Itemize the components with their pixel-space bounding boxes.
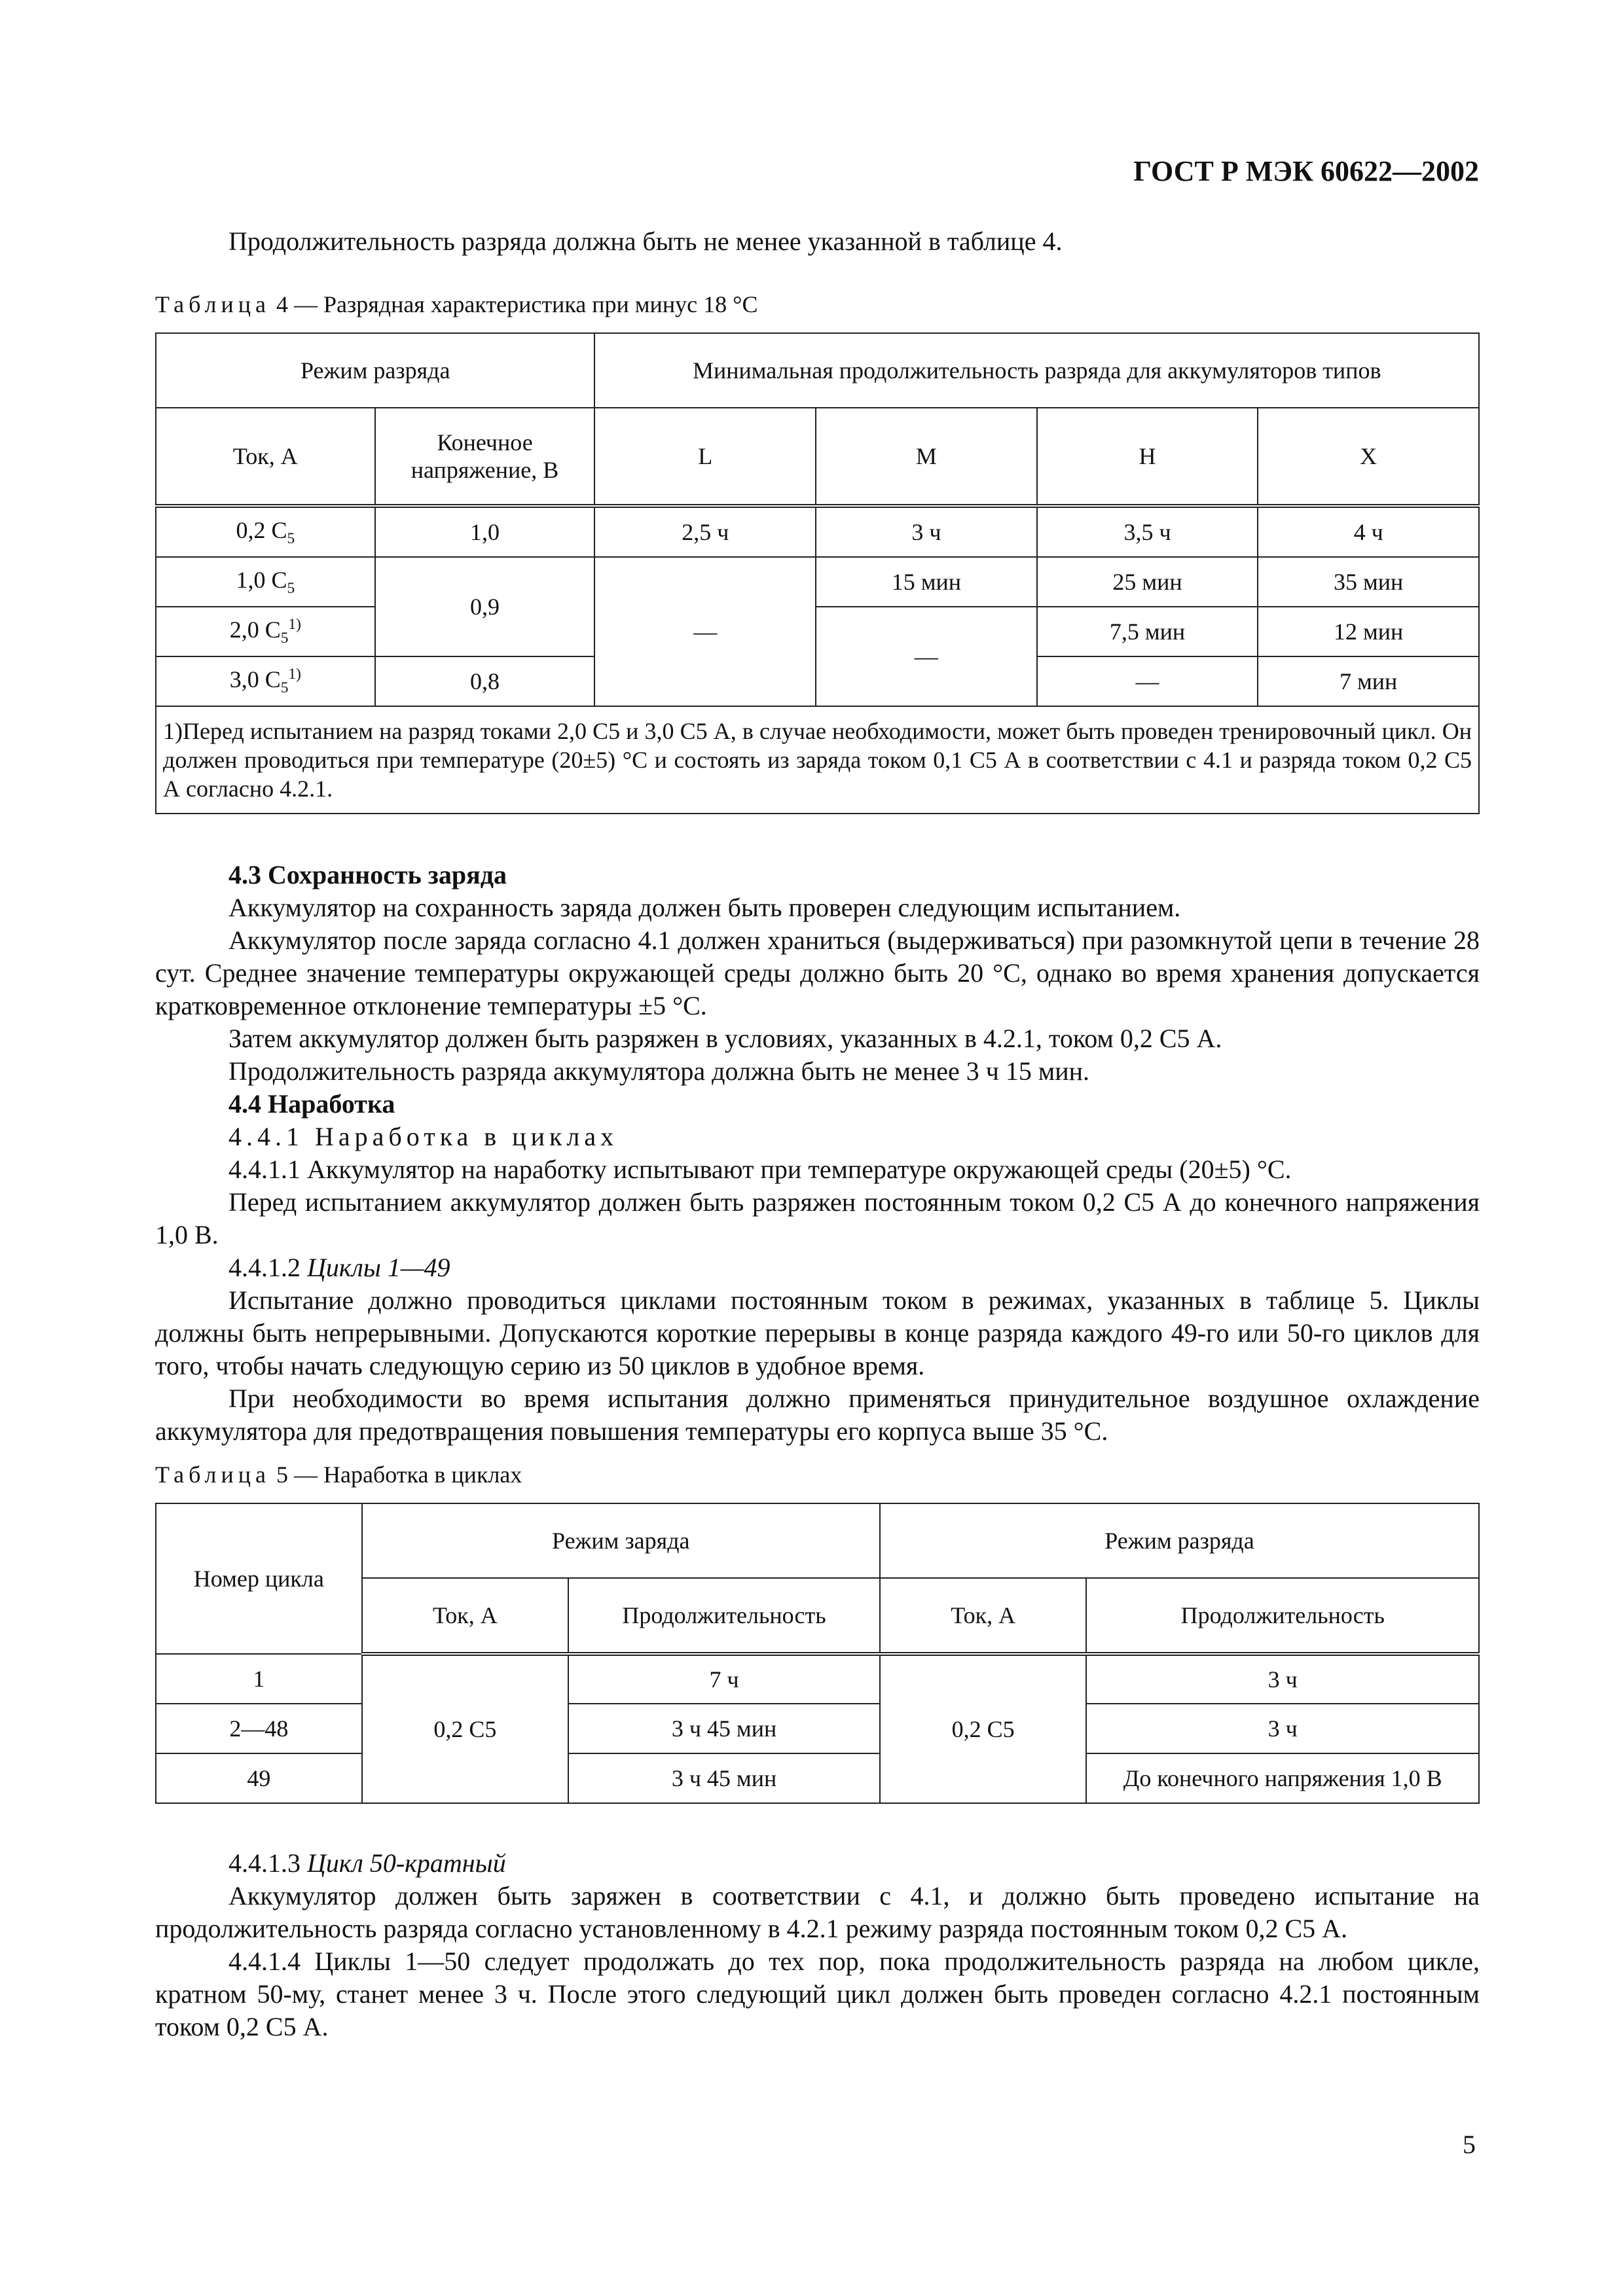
- section-4-4-1-3-title: 4.4.1.3 Цикл 50-кратный: [228, 1848, 506, 1878]
- section-4-4-1-2-title: 4.4.1.2 Циклы 1—49: [228, 1253, 450, 1282]
- table4-r4-x: 7 мин: [1258, 656, 1479, 706]
- table5-r2-charge-duration: 3 ч 45 мин: [568, 1704, 880, 1753]
- table4-r234-l: —: [594, 557, 816, 706]
- table4-caption-word: Таблица: [155, 291, 270, 317]
- section-4-4-1-title: 4.4.1 Наработка в циклах: [228, 1122, 619, 1151]
- section-4-3-p1: Аккумулятор на сохранность заряда должен быть проверен следующим испытанием.: [228, 893, 1181, 922]
- section-4-3-title: 4.3 Сохранность заряда: [228, 860, 507, 889]
- table5-r1-cycle: 1: [156, 1654, 362, 1704]
- table4-r3-x: 12 мин: [1258, 607, 1479, 656]
- table4-r1-x: 4 ч: [1258, 506, 1479, 557]
- table5-caption-text: 5 — Наработка в циклах: [276, 1462, 522, 1488]
- table4-r1-h: 3,5 ч: [1037, 506, 1258, 557]
- section-4-4-1-1: 4.4.1.1 Аккумулятор на наработку испытывают при температуре окружающей среды (20±5) °С.: [228, 1155, 1292, 1184]
- table4-r2-x: 35 мин: [1258, 557, 1479, 607]
- table4-r4-h: —: [1037, 656, 1258, 706]
- section-4-4-1-4: 4.4.1.4 Циклы 1—50 следует продолжать до тех пор, пока продолжительность разряда на любом цикле, кратном 50-му, станет менее 3 ч. После этого следующий цикл должен быть проведен согласно 4.2.1 постоянным током 0,2 C5 А.: [155, 1946, 1480, 2041]
- table5-header-discharge-current: Ток, А: [880, 1578, 1087, 1654]
- table4-r34-m: —: [816, 607, 1037, 706]
- table4-header-voltage: Конечное напряжение, В: [375, 408, 595, 506]
- document-header: ГОСТ Р МЭК 60622—2002: [1133, 155, 1479, 187]
- table4-r2-h: 25 мин: [1037, 557, 1258, 607]
- section-4-4-1-3: [155, 1847, 1480, 2043]
- table4-caption: [155, 291, 757, 318]
- table5-header-discharge: Режим разряда: [880, 1503, 1479, 1578]
- section-4-4-title: 4.4 Наработка: [228, 1089, 395, 1119]
- table4-header-current: Ток, А: [156, 408, 375, 506]
- table5-r3-cycle: 49: [156, 1753, 362, 1803]
- table4-footnote: 1)Перед испытанием на разряд токами 2,0 C5 и 3,0 C5 А, в случае необходимости, может быть проведен тренировочный цикл. Он должен проводиться при температуре (20±5) °С и состоять из заряда током 0,1 C5 А в соответствии с 4.1 и разряда током 0,2 C5 А согласно 4.2.1.: [156, 706, 1479, 814]
- table-5: [155, 1503, 1480, 1804]
- table5-r2-cycle: 2—48: [156, 1704, 362, 1753]
- table4-r1-l: 2,5 ч: [594, 506, 816, 557]
- section-4-3-p3: Затем аккумулятор должен быть разряжен в условиях, указанных в 4.2.1, током 0,2 C5 А.: [228, 1024, 1222, 1053]
- section-4-3-p2: Аккумулятор после заряда согласно 4.1 должен храниться (выдерживаться) при разомкнутой цепи в течение 28 сут. Среднее значение температуры окружающей среды должно быть 20 °С, однако во время хранения допускается кратковременное отклонение температуры ±5 °С.: [155, 925, 1480, 1020]
- section-4-4-1-3-p: Аккумулятор должен быть заряжен в соответствии с 4.1, и должно быть проведено испытание на продолжительность разряда согласно установленному в 4.2.1 режиму разряда постоянным током 0,2 C5 А.: [155, 1881, 1480, 1943]
- table4-type-h: H: [1037, 408, 1258, 506]
- table4-r1-m: 3 ч: [816, 506, 1037, 557]
- table5-r2-discharge-duration: 3 ч: [1086, 1704, 1479, 1753]
- table4-type-l: L: [594, 408, 816, 506]
- table5-caption: [155, 1461, 522, 1488]
- table5-discharge-current: 0,2 C5: [880, 1654, 1087, 1803]
- table4-caption-text: 4 — Разрядная характеристика при минус 18 °С: [276, 291, 758, 317]
- table4-header-min-duration: Минимальная продолжительность разряда для аккумуляторов типов: [594, 333, 1479, 408]
- intro-paragraph: Продолжительность разряда должна быть не менее указанной в таблице 4.: [228, 226, 1063, 256]
- table5-charge-current: 0,2 C5: [362, 1654, 569, 1803]
- table5-header-discharge-duration: Продолжительность: [1086, 1578, 1479, 1654]
- section-4-4-1-2-p1: Испытание должно проводиться циклами постоянным током в режимах, указанных в таблице 5. Циклы должны быть непрерывными. Допускаются короткие перерывы в конце разряда каждого 49-го или 50-го циклов для того, чтобы начать следующую серию из 50 циклов в удобное время.: [155, 1285, 1480, 1380]
- table4-r4-voltage: 0,8: [375, 656, 595, 706]
- table5-header-charge: Режим заряда: [362, 1503, 880, 1578]
- table4-header-mode: Режим разряда: [156, 333, 594, 408]
- table5-r1-discharge-duration: 3 ч: [1086, 1654, 1479, 1704]
- section-4-3: [155, 859, 1480, 1448]
- table4-type-m: M: [816, 408, 1037, 506]
- table5-caption-word: Таблица: [155, 1462, 270, 1488]
- table4-type-x: X: [1258, 408, 1479, 506]
- table5-header-cycle: Номер цикла: [156, 1503, 362, 1654]
- table4-r2-m: 15 мин: [816, 557, 1037, 607]
- table4-r4-current: 3,0 $C_5^{1)}$: [156, 656, 375, 706]
- table4-r3-h: 7,5 мин: [1037, 607, 1258, 656]
- page-number: 5: [1463, 2130, 1476, 2159]
- section-4-3-p4: Продолжительность разряда аккумулятора должна быть не менее 3 ч 15 мин.: [228, 1056, 1089, 1086]
- table4-r3-current: 2,0 $C_5^{1)}$: [156, 607, 375, 656]
- table4-r1-current: 0,2 $C_5$: [156, 506, 375, 557]
- table5-header-charge-duration: Продолжительность: [568, 1578, 880, 1654]
- table5-r1-charge-duration: 7 ч: [568, 1654, 880, 1704]
- table4-r2-current: 1,0 $C_5$: [156, 557, 375, 607]
- table4-r23-voltage: 0,9: [375, 557, 595, 656]
- table4-r1-voltage: 1,0: [375, 506, 595, 557]
- table5-header-charge-current: Ток, А: [362, 1578, 569, 1654]
- section-4-4-1-1-b: Перед испытанием аккумулятор должен быть разряжен постоянным током 0,2 C5 А до конечного напряжения 1,0 В.: [155, 1187, 1480, 1249]
- section-4-4-1-2-p2: При необходимости во время испытания должно применяться принудительное воздушное охлаждение аккумулятора для предотвращения повышения температуры его корпуса выше 35 °С.: [155, 1384, 1480, 1446]
- table-4: [155, 332, 1480, 814]
- table5-r3-charge-duration: 3 ч 45 мин: [568, 1753, 880, 1803]
- table5-r3-discharge-duration: До конечного напряжения 1,0 В: [1086, 1753, 1479, 1803]
